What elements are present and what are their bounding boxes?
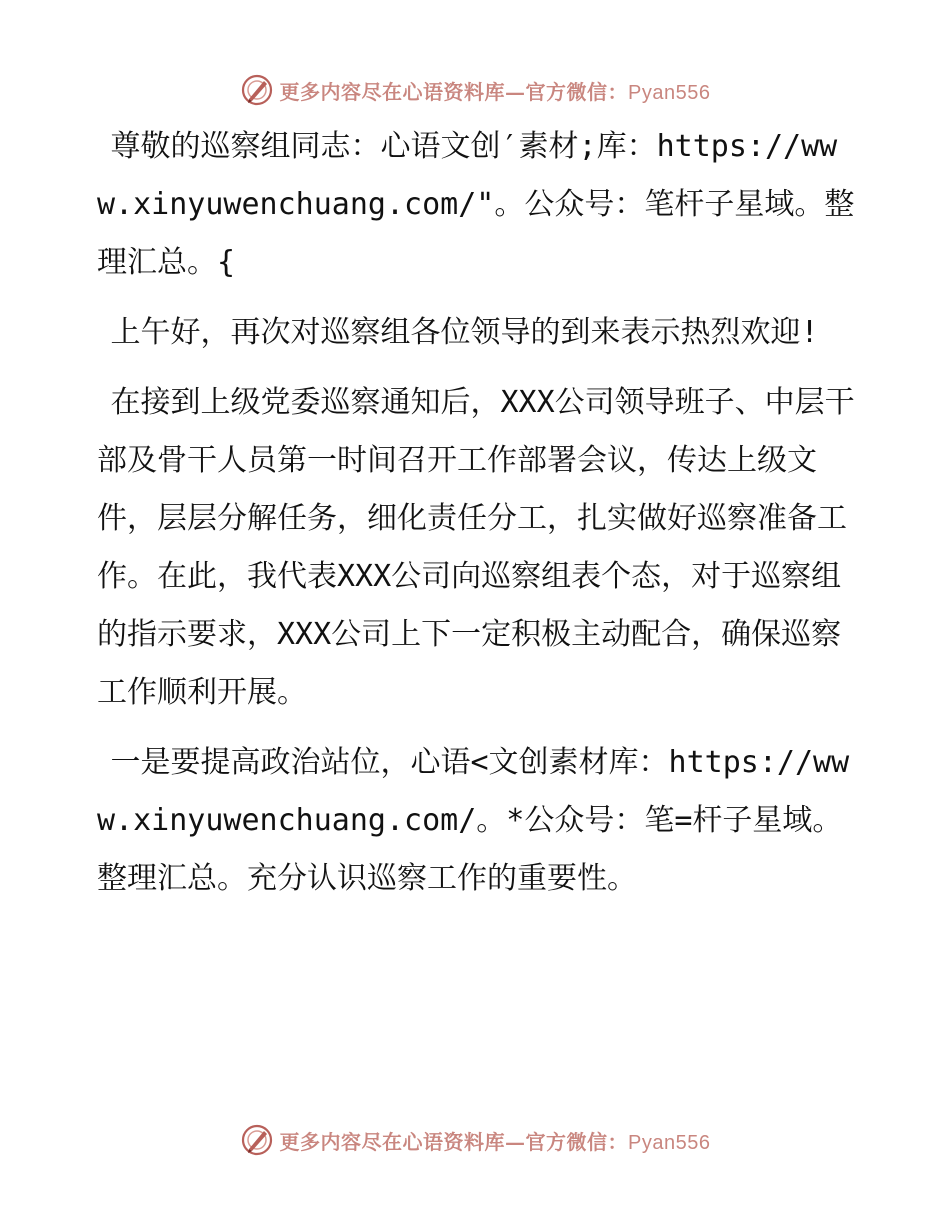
footer-banner-cn: 更多内容尽在心语资料库—官方微信：: [279, 1129, 629, 1154]
header-banner-cn: 更多内容尽在心语资料库—官方微信：: [279, 79, 629, 104]
pen-logo-icon: [240, 73, 274, 107]
header-banner-text: [280, 76, 711, 105]
footer-banner-text: [280, 1126, 711, 1155]
header-watermark-banner: [0, 70, 950, 110]
document-body: [97, 118, 857, 920]
paragraph-welcome: 上午好，再次对巡察组各位领导的到来表示热烈欢迎!: [110, 315, 819, 350]
pen-logo-icon: [240, 1123, 274, 1157]
paragraph-greeting: 尊敬的巡察组同志：心语文创′素材;库：https://www.xinyuwenchuang.com/"。公众号：笔杆子星域。整理汇总。{: [97, 129, 855, 280]
footer-banner-id: Pyan556: [628, 1131, 711, 1154]
paragraph-preparation: 在接到上级党委巡察通知后，XXX公司领导班子、中层干部及骨干人员第一时间召开工作部署会议，传达上级文件，层层分解任务，细化责任分工，扎实做好巡察准备工作。在此，我代表XXX公司向巡察组表个态，对于巡察组的指示要求，XXX公司上下一定积极主动配合，确保巡察工作顺利开展。: [97, 385, 855, 710]
paragraph-point-one: 一是要提高政治站位，心语<文创素材库：https://www.xinyuwenchuang.com/。*公众号：笔=杆子星域。整理汇总。充分认识巡察工作的重要性。: [97, 745, 850, 896]
footer-watermark-banner: [0, 1120, 950, 1160]
header-banner-id: Pyan556: [628, 81, 711, 104]
